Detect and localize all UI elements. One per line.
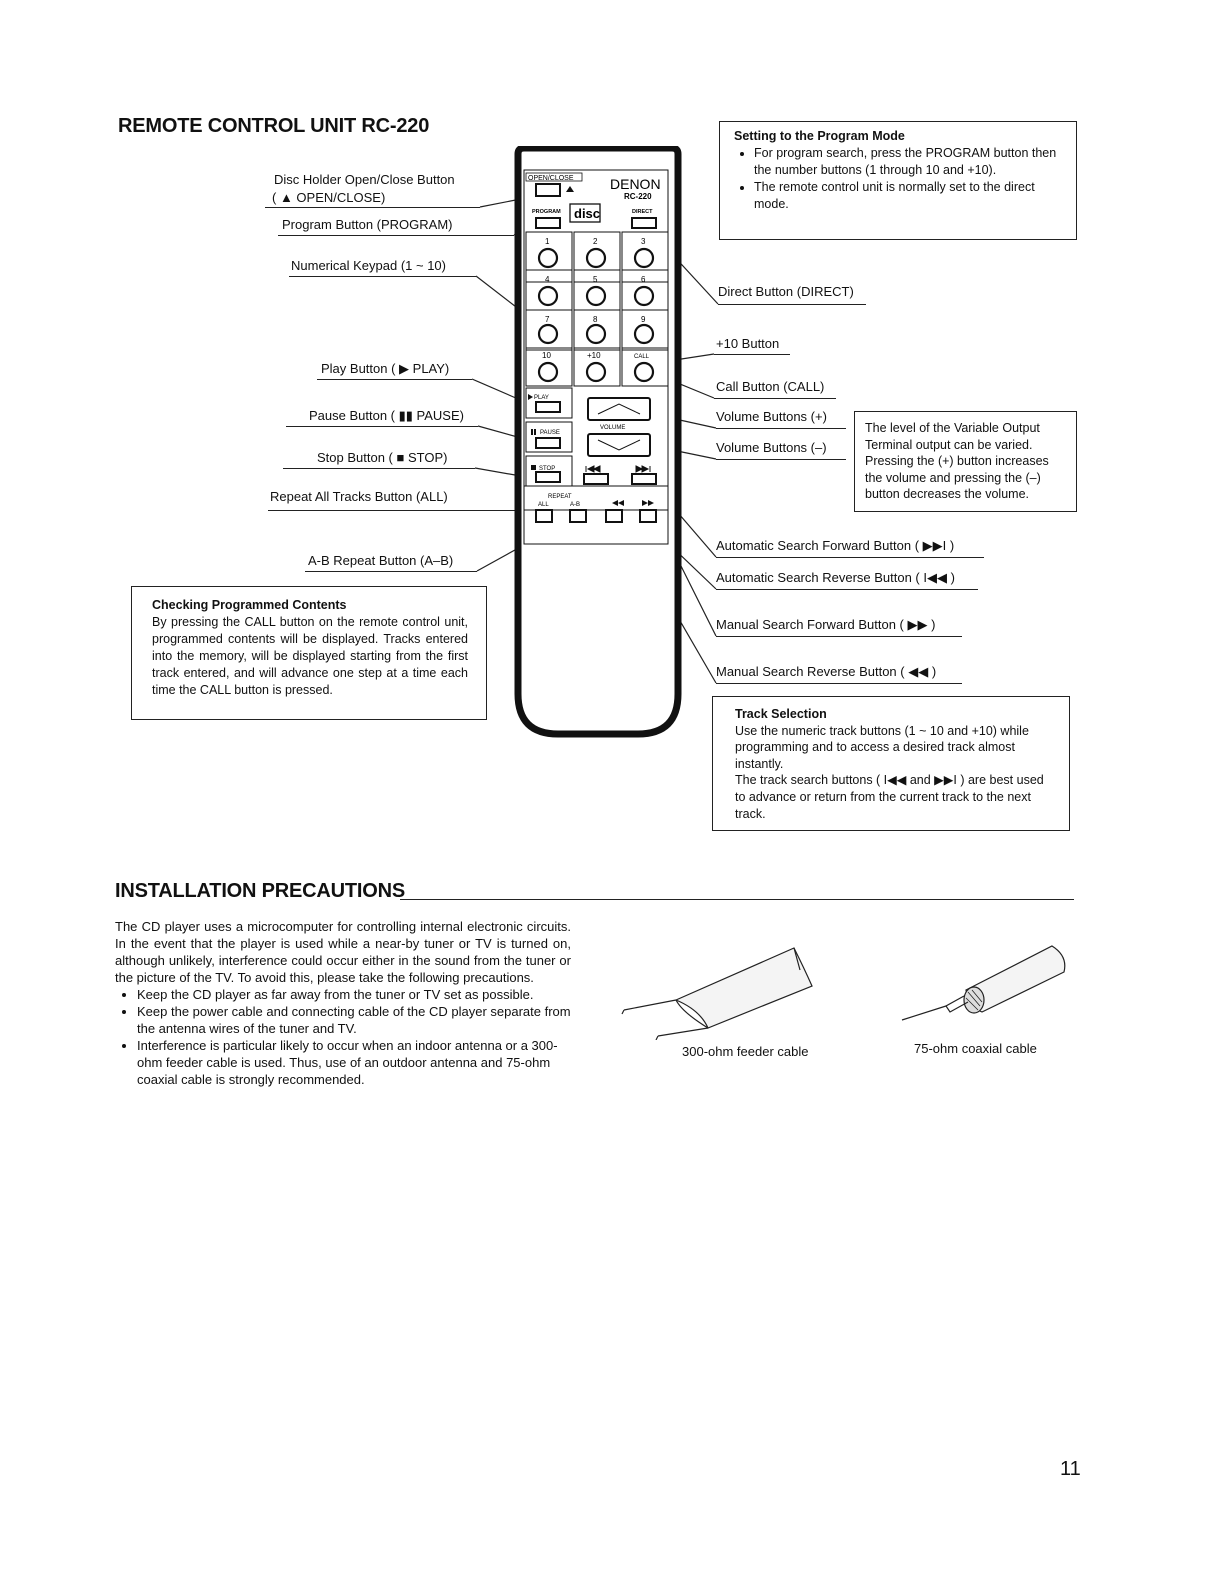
label-man-fwd: Manual Search Forward Button ( ▶▶ ) [716, 617, 936, 632]
remote-heading: REMOTE CONTROL UNIT RC-220 [118, 115, 430, 137]
coax-caption: 75-ohm coaxial cable [914, 1041, 1037, 1056]
checking-box [131, 586, 487, 720]
remote-model: RC-220 [624, 192, 652, 201]
installation-heading: INSTALLATION PRECAUTIONS [115, 880, 406, 902]
remote-all-text: ALL [538, 502, 549, 508]
remote-key-plus10: +10 [587, 351, 601, 360]
remote-key-8: 8 [593, 315, 598, 324]
remote-play-text: PLAY [534, 395, 549, 401]
installation-bullet-2: • Keep the power cable and connecting cable of the CD player separate from the antenna wires of the tuner and TV. [137, 1003, 571, 1037]
label-keypad: Numerical Keypad (1 ~ 10) [291, 258, 446, 273]
label-call: Call Button (CALL) [716, 379, 825, 394]
remote-stop-text: STOP [539, 466, 556, 472]
remote-brand: DENON [610, 176, 661, 192]
track-text-1: Use the numeric track buttons (1 ~ 10 and +10) while programming and to access a desired track almost instantly. [735, 723, 1029, 771]
installation-intro: The CD player uses a microcomputer for controlling internal electronic circuits. In the event that the player is used while a near-by tuner or TV is turned on, although unlikely, interference could occur either in the sound from the tuner or the picture of the TV. To avoid this, please take the following precautions. [115, 919, 571, 985]
label-open-close-sub: ( ▲ OPEN/CLOSE) [272, 190, 386, 205]
label-open-close: Disc Holder Open/Close Button [274, 172, 455, 187]
remote-key-1: 1 [545, 237, 550, 246]
feeder-caption: 300-ohm feeder cable [682, 1044, 809, 1059]
label-program: Program Button (PROGRAM) [282, 217, 453, 232]
label-repeat-all: Repeat All Tracks Button (ALL) [270, 489, 448, 504]
remote-key-6: 6 [641, 275, 646, 284]
label-plus10: +10 Button [716, 336, 780, 351]
page-number: 11 [1060, 1458, 1081, 1480]
checking-text: By pressing the CALL button on the remote control unit, programmed contents will be displayed. Tracks entered into the memory, will be displayed starting from the first track entered, and will advance one step at a time each time the CALL button is pressed. [152, 615, 468, 697]
installation-bullet-3: • Interference is particular likely to occur when an indoor antenna or a 300-ohm feeder cable is used. Thus, use of an outdoor antenna and 75-ohm coaxial cable is strongly recommended. [137, 1037, 571, 1088]
remote-program-text: PROGRAM [532, 209, 561, 215]
remote-pause-text: PAUSE [540, 430, 560, 436]
label-stop: Stop Button ( ■ STOP) [317, 450, 448, 465]
label-auto-fwd: Automatic Search Forward Button ( ▶▶I ) [716, 538, 955, 553]
remote-direct-text: DIRECT [632, 209, 653, 215]
remote-key-5: 5 [593, 275, 598, 284]
remote-key-4: 4 [545, 275, 550, 284]
coaxial-cable-illustration [896, 940, 1072, 1026]
track-title: Track Selection [735, 707, 827, 721]
remote-control [514, 146, 682, 738]
program-mode-box [719, 121, 1077, 240]
remote-disc-logo: disc [574, 206, 601, 221]
installation-rule [400, 899, 1074, 900]
remote-ab-text: A-B [570, 502, 581, 508]
label-man-rev: Manual Search Reverse Button ( ◀◀ ) [716, 664, 937, 679]
track-selection-box [712, 696, 1070, 831]
remote-key-2: 2 [593, 237, 598, 246]
label-vol-down: Volume Buttons (–) [716, 440, 827, 455]
remote-key-9: 9 [641, 315, 646, 324]
program-mode-bullet-1: • For program search, press the PROGRAM button then the number buttons (1 through 10 and +10). [754, 145, 1066, 179]
remote-key-3: 3 [641, 237, 646, 246]
remote-open-close-text: OPEN/CLOSE [528, 175, 574, 182]
program-mode-bullet-2: • The remote control unit is normally set to the direct mode. [754, 179, 1066, 213]
remote-repeat-text: REPEAT [548, 494, 572, 500]
label-vol-up: Volume Buttons (+) [716, 409, 827, 424]
label-direct: Direct Button (DIRECT) [718, 284, 854, 299]
remote-key-10: 10 [542, 351, 551, 360]
program-mode-title: Setting to the Program Mode [734, 129, 905, 143]
remote-key-7: 7 [545, 315, 550, 324]
remote-volume-text: VOLUME [600, 425, 626, 431]
track-text-2: The track search buttons ( I◀◀ and ▶▶I ) are best used to advance or return from the current track to the next track. [735, 773, 1044, 821]
label-play: Play Button ( ▶ PLAY) [321, 361, 450, 376]
label-pause: Pause Button ( ▮▮ PAUSE) [309, 408, 464, 423]
feeder-cable-illustration [616, 940, 826, 1040]
volume-info-box [854, 411, 1077, 512]
label-ab-repeat: A-B Repeat Button (A–B) [308, 553, 454, 568]
installation-bullet-1: • Keep the CD player as far away from the tuner or TV set as possible. [137, 986, 571, 1003]
remote-key-call: CALL [634, 354, 650, 360]
checking-title: Checking Programmed Contents [152, 598, 347, 612]
volume-info-text: The level of the Variable Output Terminal output can be varied. Pressing the (+) button increases the volume and pressing the (–) button decreases the volume. [865, 421, 1049, 502]
label-auto-rev: Automatic Search Reverse Button ( I◀◀ ) [716, 570, 955, 585]
installation-body [115, 918, 571, 1088]
